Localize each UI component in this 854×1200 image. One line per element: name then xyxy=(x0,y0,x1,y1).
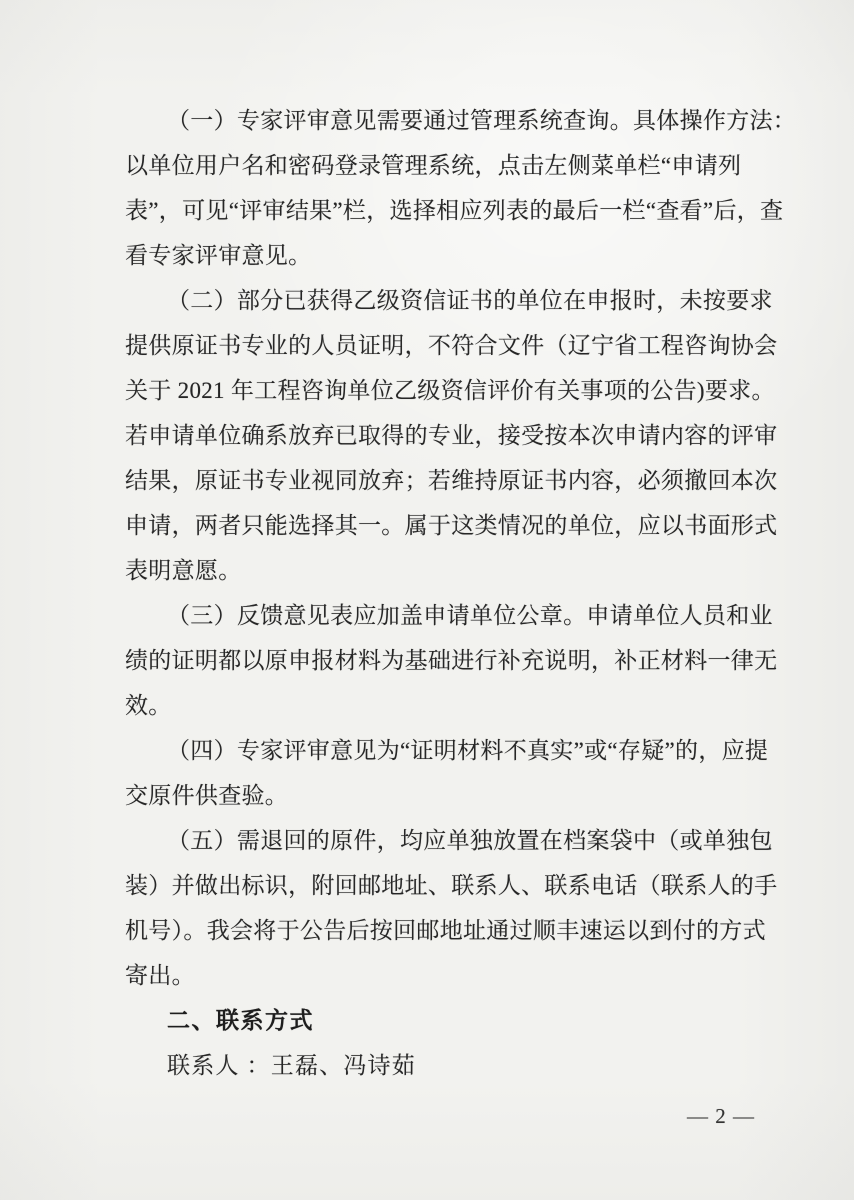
document-line: 效。 xyxy=(125,693,172,718)
document-line: （一）专家评审意见需要通过管理系统查询。具体操作方法： xyxy=(167,108,797,133)
document-line: 提供原证书专业的人员证明，不符合文件（辽宁省工程咨询协会 xyxy=(125,333,778,358)
document-line: 寄出。 xyxy=(125,963,195,988)
document-line: 表”，可见“评审结果”栏，选择相应列表的最后一栏“查看”后，查 xyxy=(125,198,784,223)
document-line: 申请，两者只能选择其一。属于这类情况的单位，应以书面形式 xyxy=(125,513,778,538)
document-line: 机号）。我会将于公告后按回邮地址通过顺丰速运以到付的方式 xyxy=(125,918,766,943)
document-line: 关于 2021 年工程咨询单位乙级资信评价有关事项的公告)要求。 xyxy=(125,378,775,403)
contact-person-line: 联系人 ：王磊、冯诗茹 xyxy=(167,1053,416,1078)
document-body xyxy=(125,98,797,1088)
document-line: （三）反馈意见表应加盖申请单位公章。申请单位人员和业 xyxy=(167,603,773,628)
document-line: 交原件供查验。 xyxy=(125,783,289,808)
section-heading: 二、联系方式 xyxy=(167,1007,314,1033)
document-line: 表明意愿。 xyxy=(125,558,242,583)
document-line: 结果，原证书专业视同放弃；若维持原证书内容，必须撤回本次 xyxy=(125,468,778,493)
document-line: （四）专家评审意见为“证明材料不真实”或“存疑”的，应提 xyxy=(167,738,769,763)
document-line: 装）并做出标识，附回邮地址、联系人、联系电话（联系人的手 xyxy=(125,873,778,898)
document-line: 绩的证明都以原申报材料为基础进行补充说明，补正材料一律无 xyxy=(125,648,778,673)
document-line: 以单位用户名和密码登录管理系统，点击左侧菜单栏“申请列 xyxy=(125,153,742,178)
document-line: （二）部分已获得乙级资信证书的单位在申报时，未按要求 xyxy=(167,288,773,313)
page-number: — 2 — xyxy=(687,1104,755,1128)
document-line: （五）需退回的原件，均应单独放置在档案袋中（或单独包 xyxy=(167,828,773,853)
document-line: 看专家评审意见。 xyxy=(125,243,312,268)
document-line: 若申请单位确系放弃已取得的专业，接受按本次申请内容的评审 xyxy=(125,423,778,448)
